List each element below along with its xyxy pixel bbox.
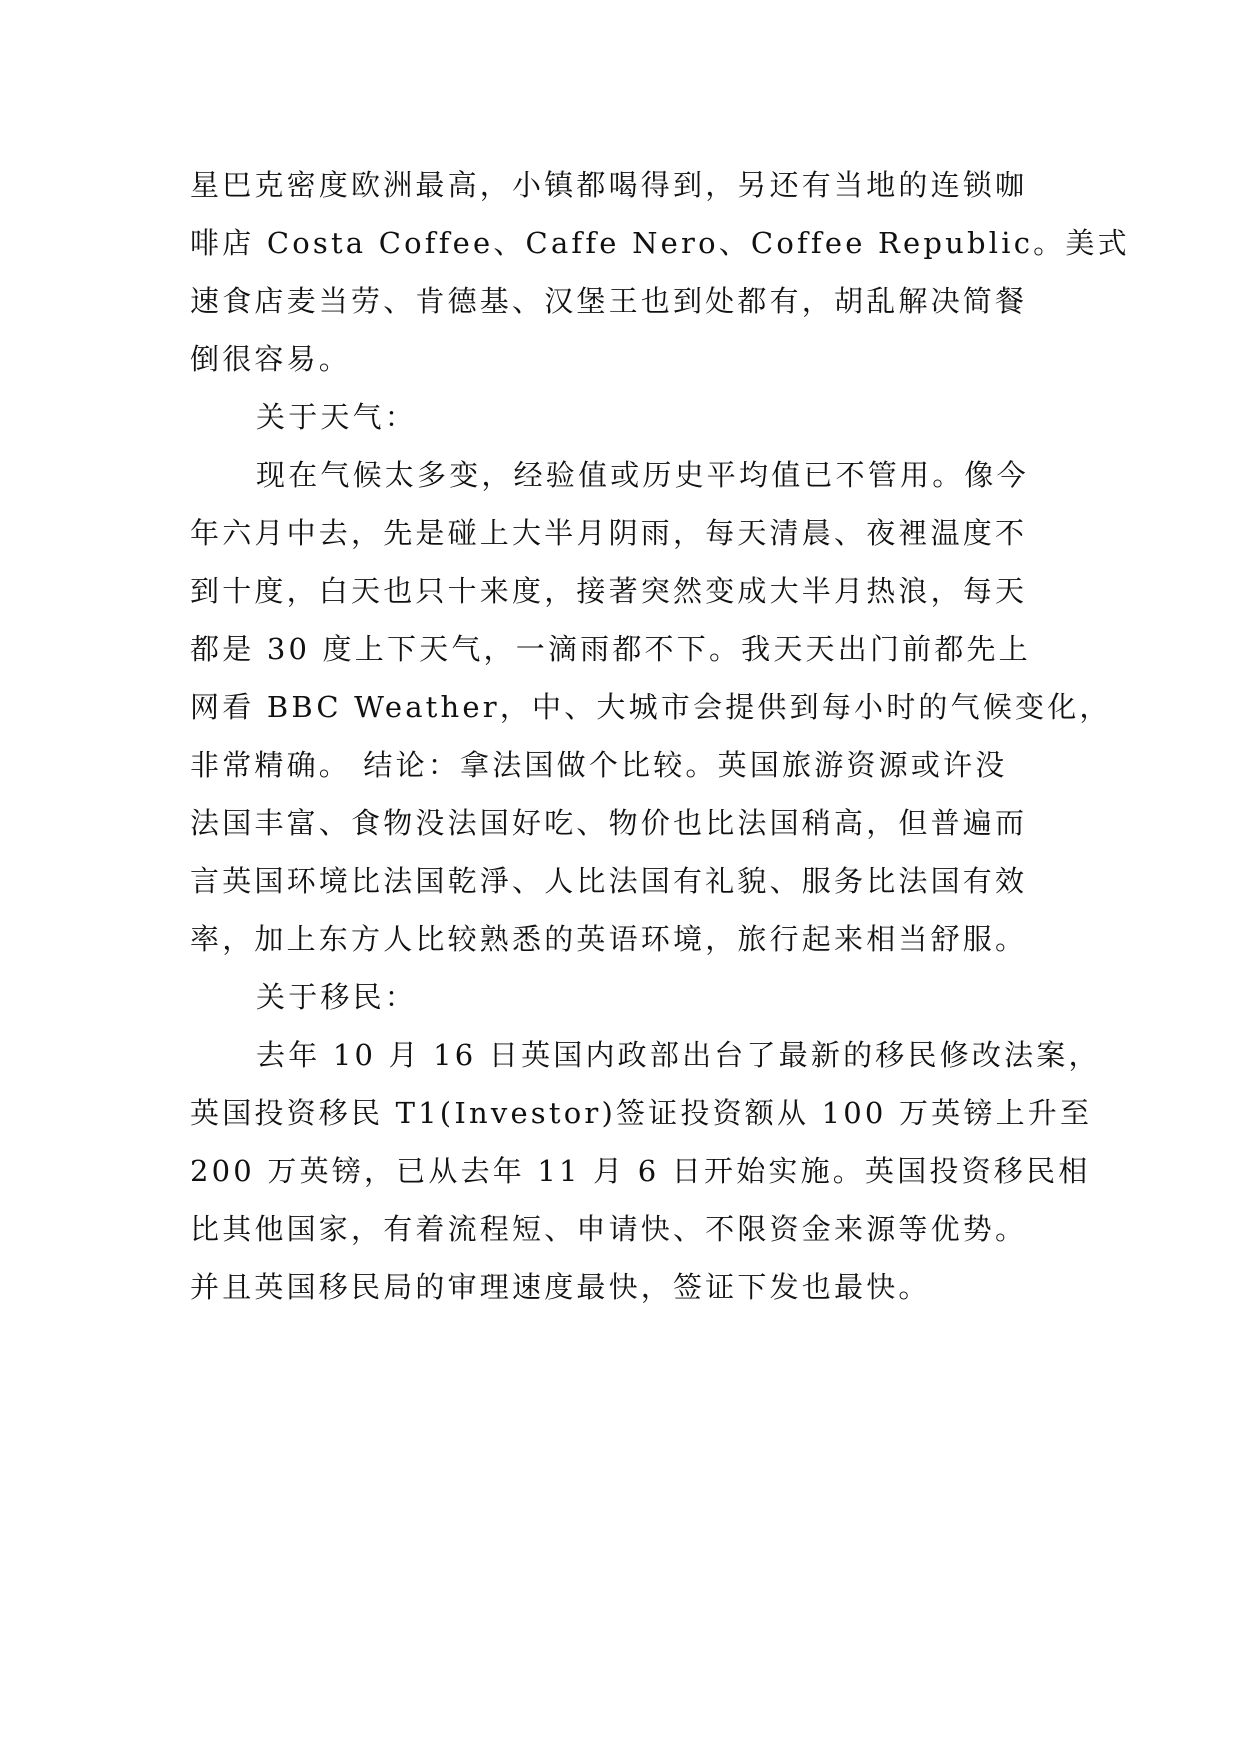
text-line: 倒很容易。	[190, 342, 352, 376]
text-line: 言英国环境比法国乾淨、人比法国有礼貌、服务比法国有效	[190, 864, 1028, 898]
text-line: 都是 30 度上下天气，一滴雨都不下。我天天出门前都先上	[190, 632, 1031, 666]
text-line: 200 万英镑，已从去年 11 月 6 日开始实施。英国投资移民相	[190, 1154, 1091, 1188]
text-line: 英国投资移民 T1(Investor)签证投资额从 100 万英镑上升至	[190, 1096, 1093, 1130]
text-line: 非常精确。 结论：拿法国做个比较。英国旅游资源或许没	[190, 748, 1008, 782]
section-heading-weather: 关于天气：	[256, 400, 418, 434]
body-text	[190, 156, 1130, 1316]
section-heading-immigration: 关于移民：	[256, 980, 418, 1014]
text-line: 速食店麦当劳、肯德基、汉堡王也到处都有，胡乱解决简餐	[190, 284, 1028, 318]
text-line: 网看 BBC Weather，中、大城市会提供到每小时的气候变化，	[190, 690, 1112, 724]
text-line: 啡店 Costa Coffee、Caffe Nero、Coffee Republic。美式	[190, 226, 1130, 260]
text-line: 年六月中去，先是碰上大半月阴雨，每天清晨、夜裡温度不	[190, 516, 1028, 550]
text-line: 星巴克密度欧洲最高，小镇都喝得到，另还有当地的连锁咖	[190, 168, 1028, 202]
text-line: 率，加上东方人比较熟悉的英语环境，旅行起来相当舒服。	[190, 922, 1028, 956]
text-line: 现在气候太多变，经验值或历史平均值已不管用。像今	[256, 458, 1029, 492]
text-line: 到十度，白天也只十来度，接著突然变成大半月热浪，每天	[190, 574, 1028, 608]
text-line: 并且英国移民局的审理速度最快，签证下发也最快。	[190, 1270, 931, 1304]
text-line: 法国丰富、食物没法国好吃、物价也比法国稍高，但普遍而	[190, 806, 1028, 840]
text-line: 比其他国家，有着流程短、申请快、不限资金来源等优势。	[190, 1212, 1028, 1246]
text-line: 去年 10 月 16 日英国内政部出台了最新的移民修改法案，	[256, 1038, 1101, 1072]
